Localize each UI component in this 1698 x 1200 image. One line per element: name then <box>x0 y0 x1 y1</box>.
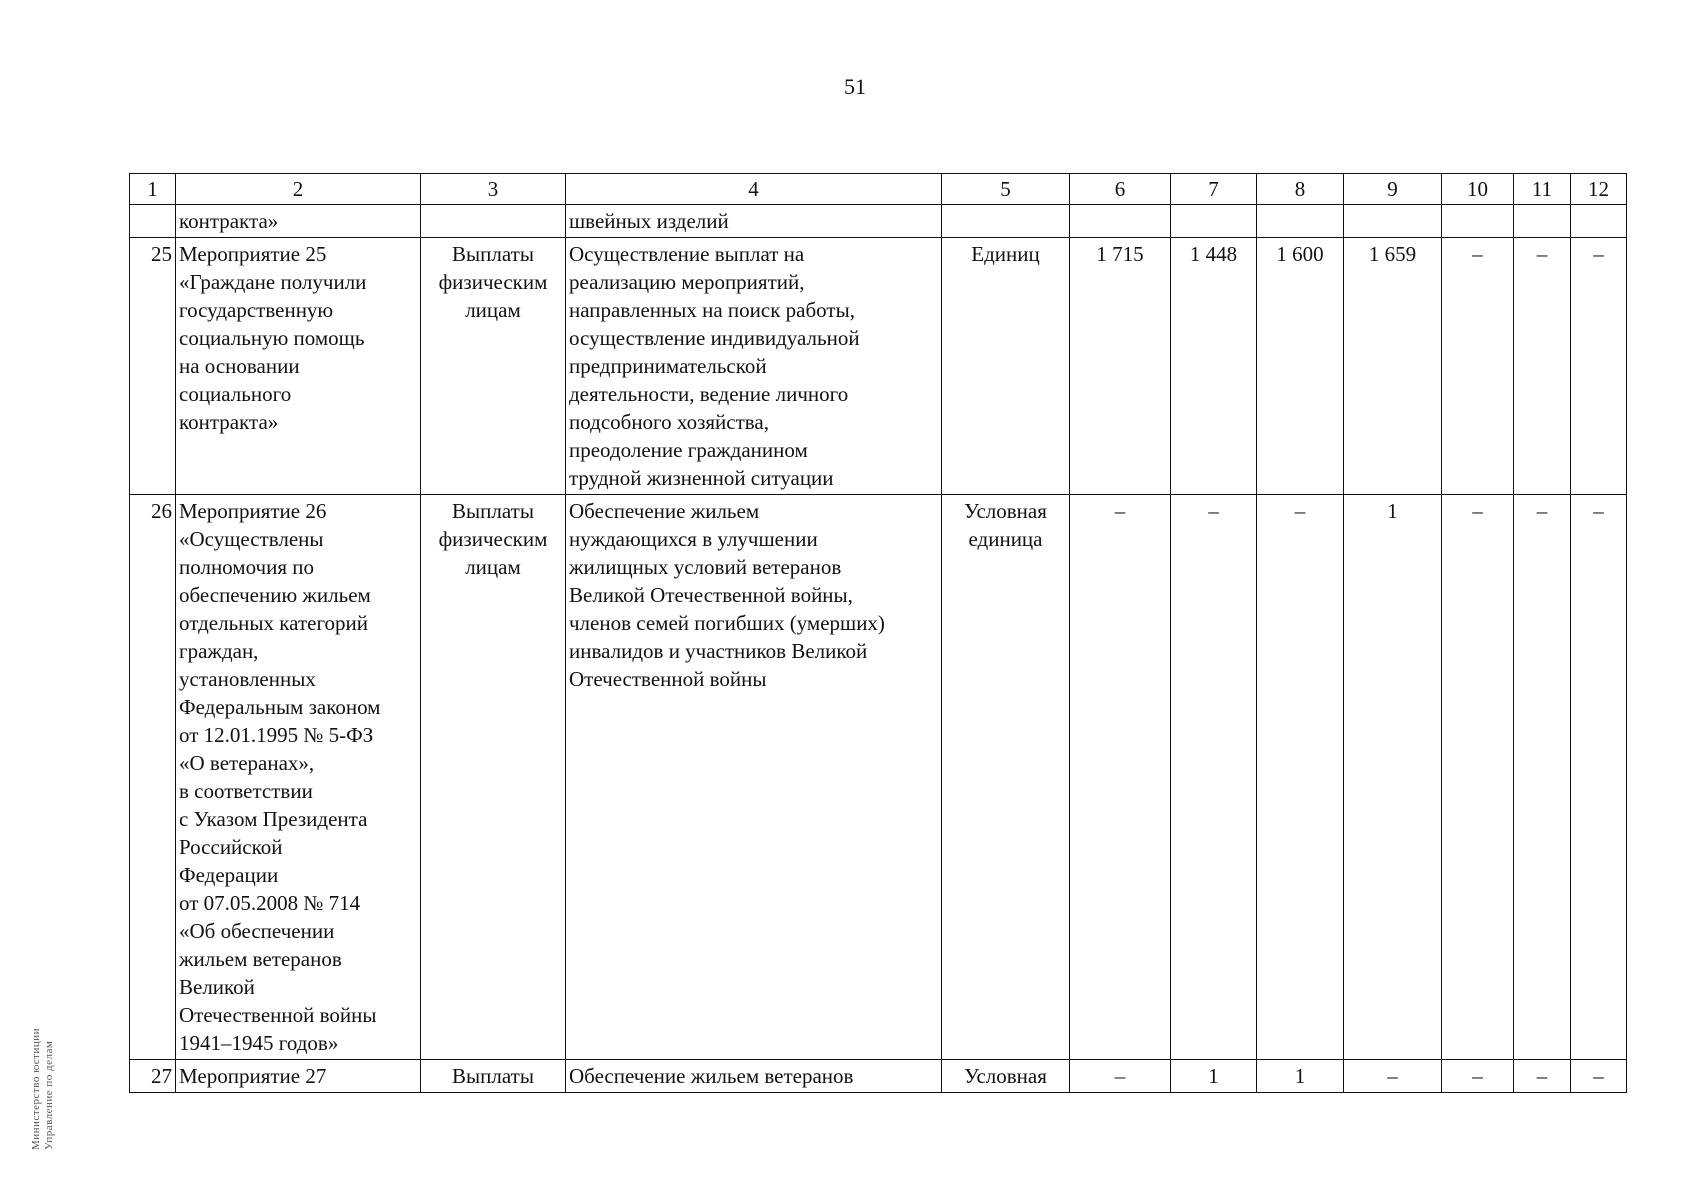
value-col-6: 1 715 <box>1070 238 1171 495</box>
value-col-12 <box>1571 205 1627 238</box>
col-header: 7 <box>1171 174 1257 205</box>
value-col-9: 1 <box>1344 495 1442 1060</box>
measure-name: Мероприятие 25 «Граждане получили государственную социальную помощь на основании социального контракта» <box>176 238 421 495</box>
measure-name: контракта» <box>176 205 421 238</box>
stamp-line: Министерство юстиции <box>30 1027 42 1150</box>
table-row <box>130 205 1627 238</box>
col-header: 4 <box>566 174 942 205</box>
header-row <box>130 174 1627 205</box>
page-number: 51 <box>844 74 866 99</box>
value-col-12: – <box>1571 238 1627 495</box>
col-header: 9 <box>1344 174 1442 205</box>
value-col-9: 1 659 <box>1344 238 1442 495</box>
measure-name: Мероприятие 27 <box>176 1060 421 1093</box>
value-col-7: 1 448 <box>1171 238 1257 495</box>
recipient: Выплаты физическим лицам <box>421 495 566 1060</box>
unit: Условная единица <box>942 495 1070 1060</box>
description: Осуществление выплат на реализацию мероприятий, направленных на поиск работы, осуществление индивидуальной предпринимательской деятельности, ведение личного подсобного хозяйства, преодоление гражданином трудной жизненной ситуации <box>566 238 942 495</box>
col-header: 11 <box>1514 174 1571 205</box>
recipient: Выплаты физическим лицам <box>421 238 566 495</box>
recipient: Выплаты <box>421 1060 566 1093</box>
value-col-7: – <box>1171 495 1257 1060</box>
table-row <box>130 1060 1627 1093</box>
value-col-10: – <box>1442 238 1514 495</box>
value-col-6: – <box>1070 495 1171 1060</box>
value-col-10 <box>1442 205 1514 238</box>
value-col-8: 1 <box>1257 1060 1344 1093</box>
value-col-11 <box>1514 205 1571 238</box>
value-col-10: – <box>1442 495 1514 1060</box>
measure-name: Мероприятие 26 «Осуществлены полномочия по обеспечению жильем отдельных категорий граждан, установленных Федеральным законом от 12.01.1995 № 5-ФЗ «О ветеранах», в соответствии с Указом Президента Российской Федерации от 07.05.2008 № 714 «Об обеспечении жильем ветеранов Великой Отечественной войны 1941–1945 годов» <box>176 495 421 1060</box>
col-header: 8 <box>1257 174 1344 205</box>
measures-table <box>129 173 1627 1093</box>
value-col-6 <box>1070 205 1171 238</box>
value-col-8: 1 600 <box>1257 238 1344 495</box>
col-header: 2 <box>176 174 421 205</box>
col-header: 3 <box>421 174 566 205</box>
value-col-8: – <box>1257 495 1344 1060</box>
value-col-9 <box>1344 205 1442 238</box>
registration-stamp <box>30 935 100 1150</box>
col-header: 12 <box>1571 174 1627 205</box>
value-col-12: – <box>1571 1060 1627 1093</box>
value-col-6: – <box>1070 1060 1171 1093</box>
value-col-9: – <box>1344 1060 1442 1093</box>
value-col-12: – <box>1571 495 1627 1060</box>
recipient <box>421 205 566 238</box>
value-col-11: – <box>1514 238 1571 495</box>
row-number: 26 <box>130 495 176 1060</box>
value-col-11: – <box>1514 495 1571 1060</box>
row-number: 25 <box>130 238 176 495</box>
unit <box>942 205 1070 238</box>
table-row <box>130 238 1627 495</box>
col-header: 1 <box>130 174 176 205</box>
description: швейных изделий <box>566 205 942 238</box>
row-number <box>130 205 176 238</box>
description: Обеспечение жильем нуждающихся в улучшении жилищных условий ветеранов Великой Отечественной войны, членов семей погибших (умерших) инвалидов и участников Великой Отечественной войны <box>566 495 942 1060</box>
col-header: 10 <box>1442 174 1514 205</box>
value-col-11: – <box>1514 1060 1571 1093</box>
value-col-10: – <box>1442 1060 1514 1093</box>
col-header: 5 <box>942 174 1070 205</box>
value-col-7: 1 <box>1171 1060 1257 1093</box>
description: Обеспечение жильем ветеранов <box>566 1060 942 1093</box>
value-col-8 <box>1257 205 1344 238</box>
col-header: 6 <box>1070 174 1171 205</box>
unit: Единиц <box>942 238 1070 495</box>
row-number: 27 <box>130 1060 176 1093</box>
table-row <box>130 495 1627 1060</box>
value-col-7 <box>1171 205 1257 238</box>
unit: Условная <box>942 1060 1070 1093</box>
stamp-line: Управление по делам <box>43 1040 55 1150</box>
